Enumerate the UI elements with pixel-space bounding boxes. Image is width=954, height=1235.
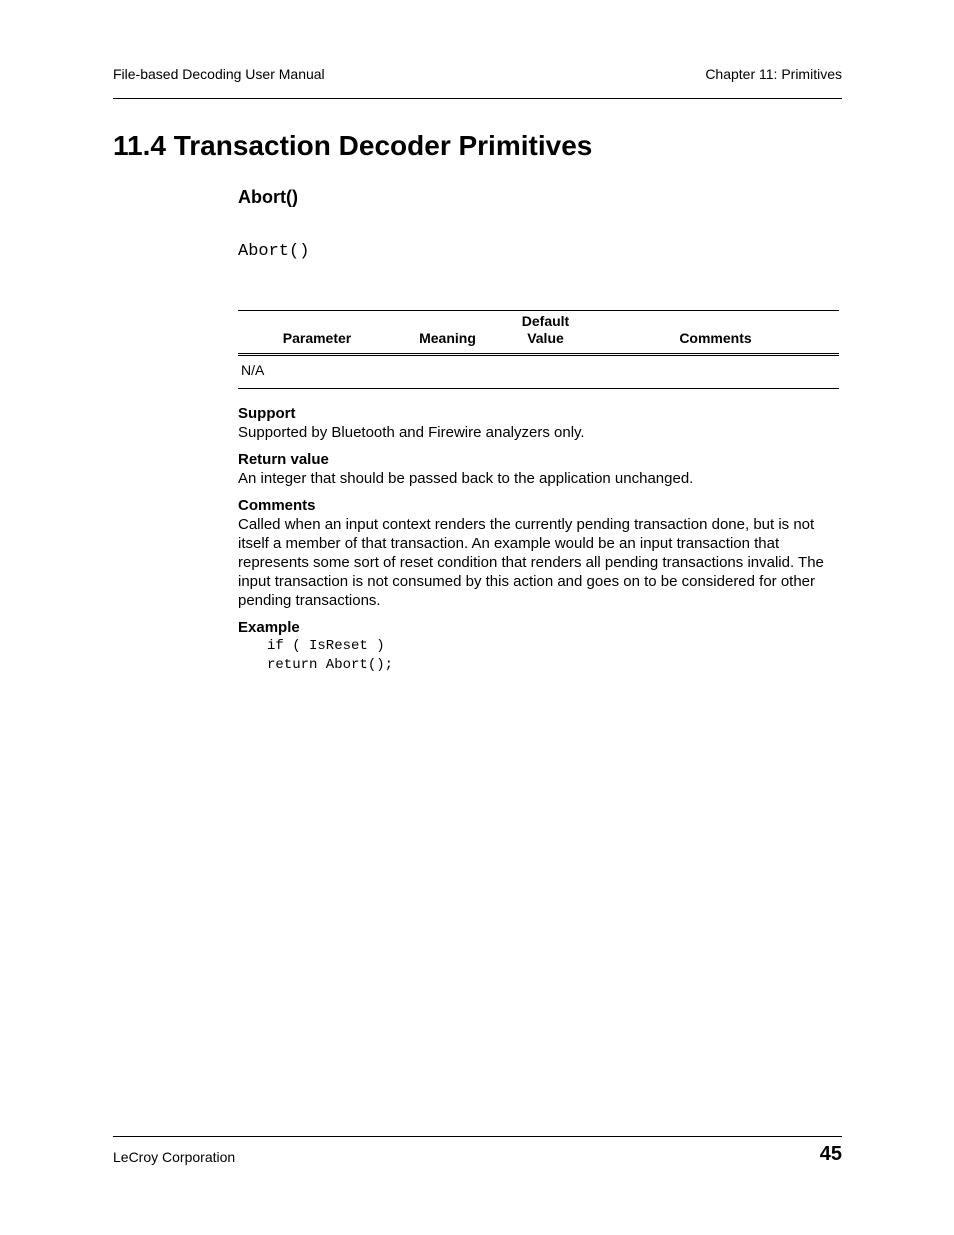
- function-heading: Abort(): [238, 187, 298, 207]
- return-value-text: An integer that should be passed back to the application unchanged.: [238, 470, 694, 487]
- comments-text: Called when an input context renders the currently pending transaction done, but is not itself a member of that transaction. An example would be an input transaction that represents some sort of reset condition that renders all pending transactions invalid. The input transaction is not consumed by this action and goes on to be considered for other pending transactions.: [238, 516, 824, 609]
- column-header-default-value: [499, 311, 592, 355]
- column-header-parameter: Parameter: [238, 311, 396, 355]
- function-syntax: Abort(): [238, 242, 310, 261]
- function-details: [238, 404, 841, 675]
- support-text: Supported by Bluetooth and Firewire analyzers only.: [238, 424, 585, 441]
- column-header-comments: Comments: [592, 311, 839, 355]
- running-header: [113, 66, 842, 99]
- cell-comments: [592, 355, 839, 389]
- table-header-row: [238, 311, 839, 355]
- cell-meaning: [396, 355, 499, 389]
- chapter-title: Chapter 11: Primitives: [705, 66, 842, 82]
- example-code-line: return Abort();: [267, 657, 394, 673]
- table-row: [238, 355, 839, 389]
- section-title: 11.4 Transaction Decoder Primitives: [113, 130, 593, 161]
- column-header-default-line1: Default: [521, 313, 570, 329]
- cell-default-value: [499, 355, 592, 389]
- company-name: LeCroy Corporation: [113, 1149, 236, 1165]
- example-label: Example: [238, 619, 300, 636]
- running-footer: [113, 1136, 842, 1169]
- support-label: Support: [238, 405, 296, 422]
- column-header-meaning: Meaning: [396, 311, 499, 355]
- parameter-table: [238, 310, 839, 389]
- example-code-line: if ( IsReset ): [267, 638, 385, 654]
- column-header-default-line2: Value: [527, 330, 564, 346]
- return-value-label: Return value: [238, 451, 329, 468]
- page-number: 45: [819, 1143, 842, 1165]
- comments-label: Comments: [238, 497, 316, 514]
- cell-parameter: N/A: [238, 355, 396, 389]
- manual-title: File-based Decoding User Manual: [113, 66, 325, 82]
